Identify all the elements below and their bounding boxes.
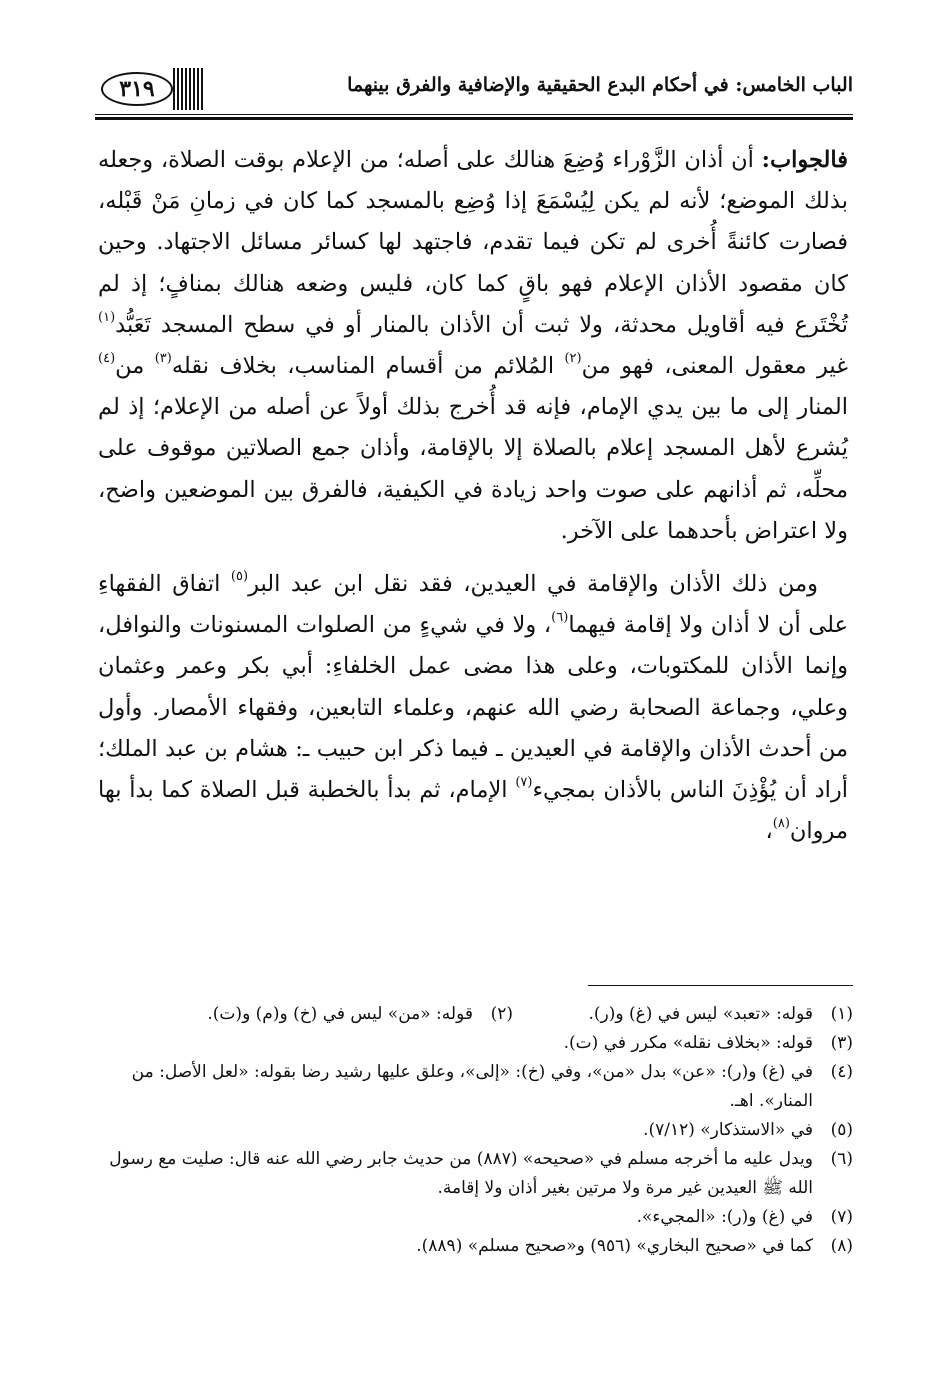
footnote-text: كما في «صحيح البخاري» (٩٥٦) و«صحيح مسلم» (٨٨٩). — [416, 1236, 813, 1256]
footnote-6 — [103, 1145, 853, 1203]
footnote-number: (٦) — [830, 1149, 853, 1169]
footnotes — [103, 1000, 853, 1261]
footnote-row — [103, 1000, 853, 1029]
page-number-ornament — [95, 66, 205, 110]
text-run: أن أذان الزَّوْراء وُضِعَ هنالك على أصله؛ من الإعلام بوقت الصلاة، وجعله بذلك الموضع؛ لأنه لم يكن لِيُسْمَعَ إذا وُضِع بالمسجد كما كان في زمانِ مَنْ قَبْله، فصارت كائنةً أُخرى لم تكن فيما تقدم، فاجتهد لها كسائر مسائل الاجتهاد. وحين كان مقصود الأذان الإعلام فهو باقٍ كما كان، فليس وضعه هنالك بمنافٍ؛ إذ لم تُخْتَرع فيه أقاويل محدثة، ولا ثبت أن الأذان بالمنار أو في سطح المسجد تَعَبُّد — [98, 147, 848, 338]
footnote-5 — [103, 1116, 853, 1145]
footnote-ref-3[interactable]: (٣) — [154, 351, 172, 367]
footnote-ref-5[interactable]: (٥) — [230, 569, 249, 585]
footnote-text: قوله: «تعبد» ليس في (غ) و(ر). — [588, 1004, 813, 1024]
footnote-ref-2[interactable]: (٢) — [564, 351, 582, 367]
text-run: اتفاق الفقهاءِ على أن لا أذان ولا إقامة فيهما — [98, 571, 848, 639]
header-rule-thin — [95, 114, 853, 115]
footnote-ref-7[interactable]: (٧) — [515, 775, 533, 791]
text-run: من — [115, 353, 155, 380]
page-number: ٣١٩ — [101, 72, 173, 106]
footnote-ref-1[interactable]: (١) — [98, 309, 116, 325]
header-rule — [95, 117, 853, 120]
footnote-2 — [173, 1000, 513, 1029]
text-run: ، ولا في شيءٍ من الصلوات المسنونات والنوافل، وإنما الأذان للمكتوبات، وعلى هذا مضى عمل الخلفاءِ: أبي بكر وعمر وعثمان وعلي، وجماعة الصحابة رضي الله عنهم، وعلماء التابعين، وفقهاء الأمصار. وأول من أحدث الأذان والإقامة في العيدين ـ فيما ذكر ابن حبيب ـ: هشام بن عبد الملك؛ أراد أن يُؤْذِنَ الناس بالأذان بمجيء — [98, 612, 848, 804]
paragraph-2 — [98, 564, 848, 852]
answer-lead: فالجواب: — [761, 147, 848, 173]
paragraph-1 — [98, 140, 848, 552]
footnote-number: (٢) — [490, 1004, 513, 1024]
footnote-text: في (غ) و(ر): «عن» بدل «من»، وفي (خ): «إلى»، وعلق عليها رشيد رضا بقوله: «لعل الأصل: من المنار». اهـ. — [131, 1062, 813, 1111]
footnote-ref-8[interactable]: (٨) — [772, 816, 790, 832]
footnote-number: (٣) — [830, 1033, 853, 1053]
text-run: غير معقول المعنى، فهو من — [581, 353, 848, 380]
footnote-number: (٤) — [830, 1062, 853, 1082]
footnote-number: (٥) — [830, 1120, 853, 1140]
footnote-text: في «الاستذكار» (٧/١٢). — [643, 1120, 813, 1140]
text-run: ، — [765, 818, 773, 845]
main-text — [98, 140, 848, 852]
footnote-text: قوله: «بخلاف نقله» مكرر في (ت). — [563, 1033, 813, 1053]
footnote-text: قوله: «من» ليس في (خ) و(م) و(ت). — [207, 1004, 473, 1024]
running-title: الباب الخامس: في أحكام البدع الحقيقية والإضافية والفرق بينهما — [347, 74, 853, 96]
footnote-7 — [103, 1203, 853, 1232]
footnote-number: (٨) — [830, 1236, 853, 1256]
footnote-text: ويدل عليه ما أخرجه مسلم في «صحيحه» (٨٨٧) من حديث جابر رضي الله عنه قال: صليت مع رسول الله ﷺ العيدين غير مرة ولا مرتين بغير أذان ولا إقامة. — [109, 1149, 813, 1198]
ornament-bars — [173, 68, 203, 110]
footnote-3 — [103, 1029, 853, 1058]
footnote-8 — [103, 1232, 853, 1261]
page-header — [95, 62, 853, 120]
footnote-ref-4[interactable]: (٤) — [98, 351, 116, 367]
footnote-ref-6[interactable]: (٦) — [551, 610, 569, 626]
footnote-number: (٧) — [830, 1207, 853, 1227]
text-run: المنار إلى ما بين يدي الإمام، فإنه قد أُخرج بذلك أولاً عن أصله من الإعلام؛ إذ لم يُشرع لأهل المسجد إعلام بالصلاة إلا بالإقامة، وأذان جمع الصلاتين موقوف على محلِّه، ثم أذانهم على صوت واحد زيادة في الكيفية، فالفرق بين الموضعين واضح، ولا اعتراض بأحدهما على الآخر. — [98, 394, 848, 544]
text-run: ومن ذلك الأذان والإقامة في العيدين، فقد نقل ابن عبد البر — [248, 571, 818, 598]
text-run: الإمام، ثم بدأ بالخطبة قبل الصلاة كما بدأ بها مروان — [98, 777, 848, 845]
footnote-number: (١) — [830, 1004, 853, 1024]
footnote-4 — [103, 1058, 853, 1116]
text-run: المُلائم من أقسام المناسب، بخلاف نقله — [171, 353, 565, 380]
footnote-text: في (غ) و(ر): «المجيء». — [636, 1207, 813, 1227]
footnote-separator — [588, 985, 853, 986]
footnote-1 — [513, 1000, 853, 1029]
